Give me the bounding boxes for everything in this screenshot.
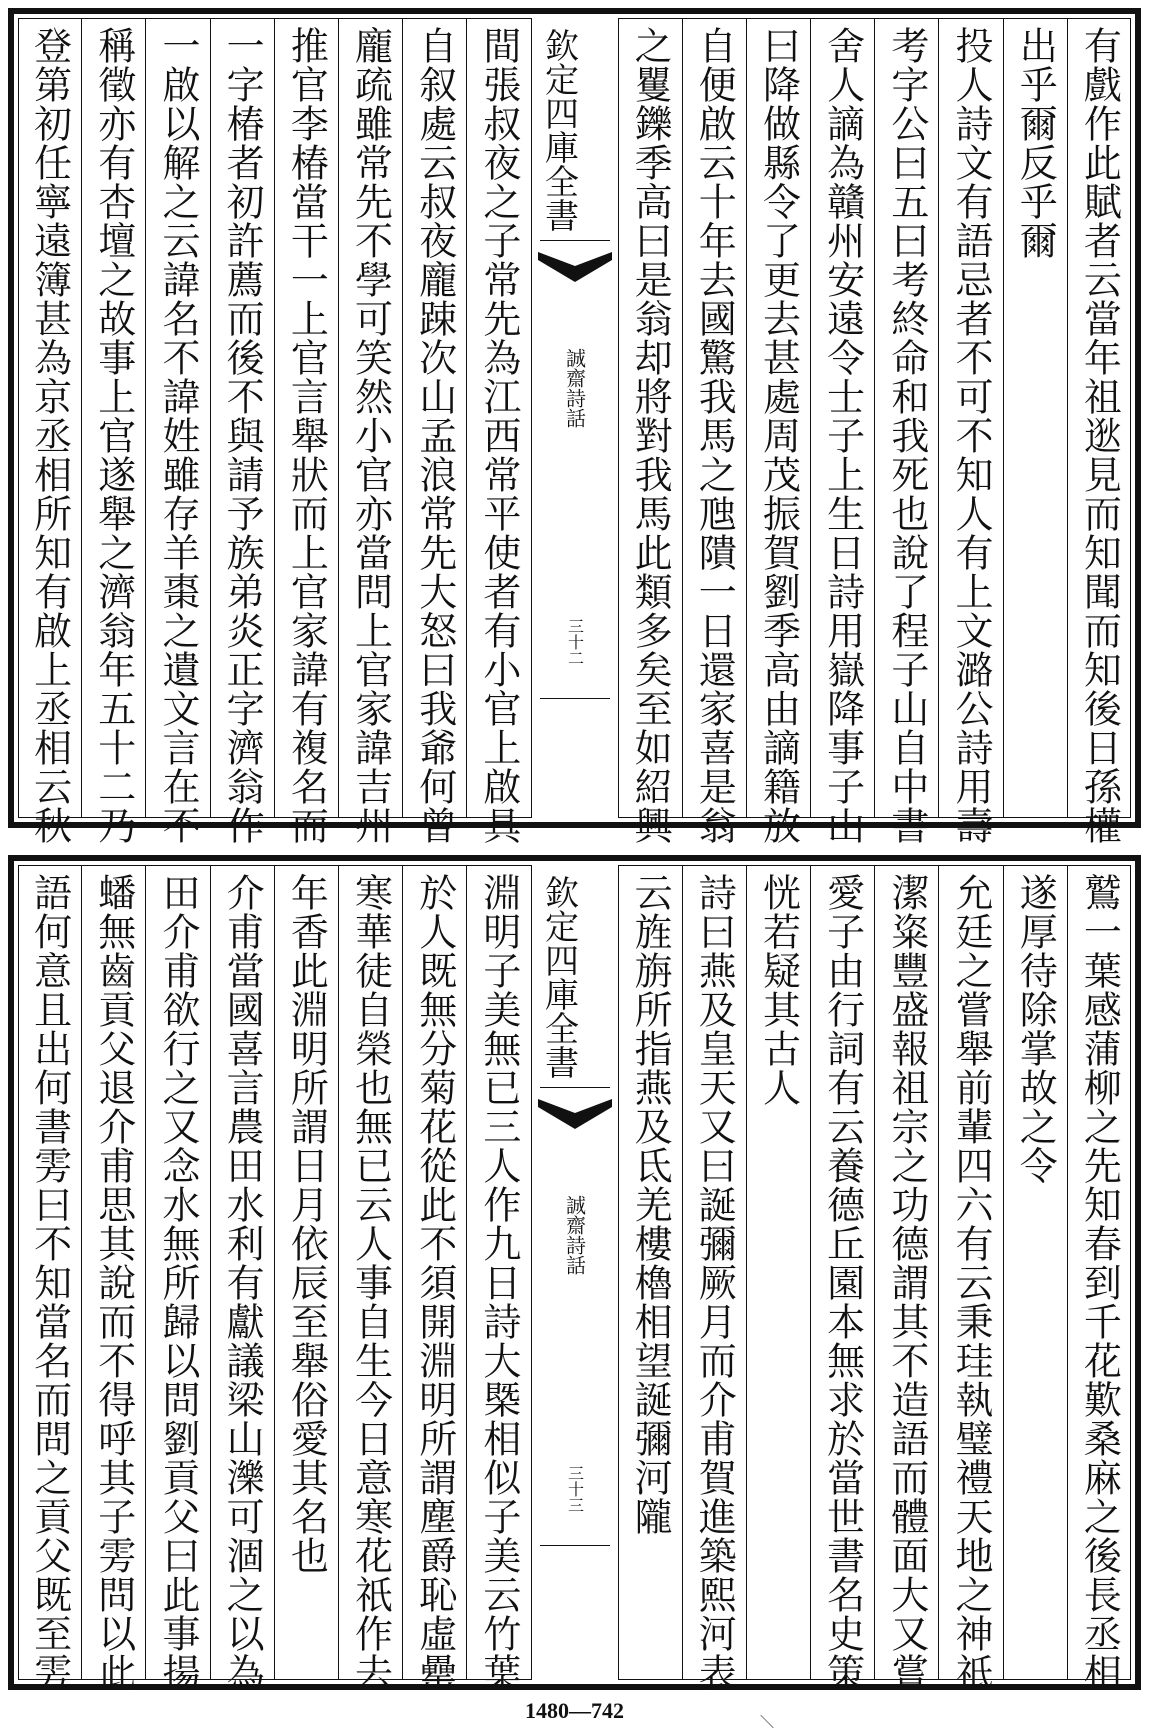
column-text: 考字公曰五曰考終命和我死也說了程子山自中書 [884, 26, 929, 845]
text-column [210, 865, 274, 1692]
column-text: 恍若疑其古人 [756, 873, 801, 1107]
gutter-rule [540, 1545, 610, 1546]
gutter-rule [540, 1087, 610, 1088]
text-column [746, 18, 810, 845]
text-column [18, 18, 81, 845]
column-text: 登第初任寧遠簿甚為京丞相所知有啟上丞相云秋 [27, 26, 72, 845]
column-text: 龐疏雖常先不學可笑然小官亦當問上官家諱吉州 [348, 26, 393, 845]
gutter-page-number: 三十二 [565, 618, 585, 666]
text-column [274, 18, 338, 845]
text-column [210, 18, 274, 845]
column-text: 一啟以解之云諱名不諱姓雖存羊棗之遺文言在不 [155, 26, 200, 845]
text-column [402, 18, 466, 845]
gutter-book-title: 誠齋詩話 [562, 348, 587, 428]
text-column [938, 865, 1002, 1692]
column-text: 間張叔夜之子常先為江西常平使者有小官上啟具 [476, 26, 521, 845]
text-column [338, 18, 402, 845]
text-column [810, 18, 874, 845]
column-text: 愛子由行詞有云養德丘園本無求於當世書名史策 [820, 873, 865, 1692]
gutter-rule [540, 698, 610, 699]
text-column [1003, 18, 1067, 818]
column-text: 鷲一葉感蒲柳之先知春到千花歎桑麻之後長丞相 [1077, 873, 1122, 1692]
column-text: 投人詩文有語忌者不可不知人有上文潞公詩用壽 [949, 26, 994, 845]
column-text: 遂厚待除掌故之令 [1013, 873, 1058, 1185]
text-column [466, 865, 530, 1692]
column-text: 之矍鑠季高曰是翁却將對我馬此類多矣至如紹興 [628, 26, 673, 845]
text-column [810, 865, 874, 1692]
column-text: 語何意且出何書雱曰不知當名而問之貢父既至雱 [27, 873, 72, 1692]
bottom-page-columns [18, 865, 1131, 1692]
text-column [1067, 865, 1131, 1692]
column-text: 舍人謫為贛州安遠令士子上生日詩用嶽降事子山 [820, 26, 865, 845]
text-column [402, 865, 466, 1692]
text-column [1067, 18, 1131, 845]
gutter-book-title: 誠齋詩話 [562, 1195, 587, 1275]
column-text: 潔粢豐盛報祖宗之功德謂其不造語而體面大又嘗 [884, 873, 929, 1692]
text-column [874, 865, 938, 1692]
text-column [682, 865, 746, 1692]
gutter-page-number: 三十三 [565, 1465, 585, 1513]
column-text: 年香此淵明所謂日月依辰至舉俗愛其名也 [284, 873, 329, 1575]
page-gutter [531, 865, 618, 1680]
column-text: 出乎爾反乎爾 [1013, 26, 1058, 260]
text-column [274, 865, 338, 1680]
text-column [746, 865, 810, 1680]
column-text: 詩曰燕及皇天又曰誕彌厥月而介甫賀進築熙河表 [692, 873, 737, 1692]
fish-tail-mark-icon [532, 1095, 618, 1141]
column-text: 有戲作此賦者云當年祖逖見而知聞而知後日孫權 [1077, 26, 1122, 845]
text-column [466, 18, 530, 845]
column-text: 淵明子美無已三人作九日詩大槩相似子美云竹葉 [476, 873, 521, 1692]
fish-tail-mark-icon [532, 248, 618, 294]
text-column [18, 865, 81, 1692]
column-text: 一字椿者初許薦而後不與請予族弟炎正字濟翁作 [220, 26, 265, 845]
text-column [145, 865, 209, 1692]
column-text: 田介甫欲行之又念水無所歸以問劉貢父曰此事揚 [155, 873, 200, 1692]
column-text: 自便啟云十年去國驚我馬之虺隤一日還家喜是翁 [692, 26, 737, 845]
column-text: 蟠無齒貢父退介甫思其說而不得呼其子雱問以此 [91, 873, 136, 1692]
column-text: 稱徵亦有杏壇之故事上官遂舉之濟翁年五十二乃 [91, 26, 136, 845]
text-column [618, 865, 682, 1680]
text-column [874, 18, 938, 845]
gutter-rule [540, 240, 610, 241]
text-column [682, 18, 746, 845]
text-column [1003, 865, 1067, 1680]
column-text: 寒華徒自榮也無已云人事自生今日意寒花祇作去 [348, 873, 393, 1692]
gutter-collection-title: 欽定四庫全書 [538, 28, 579, 232]
page-gutter [531, 18, 618, 818]
text-column [938, 18, 1002, 845]
column-text: 於人既無分菊花從此不須開淵明所謂塵爵恥虛罍 [412, 873, 457, 1692]
stray-mark: ＼ [760, 1715, 774, 1731]
column-text: 允廷之嘗舉前輩四六有云秉珪執璧禮天地之神祇 [949, 873, 994, 1692]
text-column [145, 18, 209, 845]
text-column [81, 865, 145, 1692]
top-page [8, 8, 1141, 845]
column-text: 介甫當國喜言農田水利有獻議梁山濼可涸之以為 [220, 873, 265, 1692]
column-text: 推官李椿當干一上官言舉狀而上官家諱有複名而 [284, 26, 329, 845]
top-page-columns [18, 18, 1131, 845]
page-footer-number: 1480—742 [525, 1698, 624, 1723]
text-column [618, 18, 682, 845]
bottom-page [8, 855, 1141, 1690]
gutter-collection-title: 欽定四庫全書 [538, 875, 579, 1079]
column-text: 自叙處云叔夜龐踈次山孟浪常先大怒曰我爺何曾 [412, 26, 457, 845]
text-column [338, 865, 402, 1692]
column-text: 曰降做縣令了更去甚處周茂振賀劉季高由謫籍放 [756, 26, 801, 845]
text-column [81, 18, 145, 845]
column-text: 云旌旃所指燕及氐羌樓櫓相望誕彌河隴 [628, 873, 673, 1536]
